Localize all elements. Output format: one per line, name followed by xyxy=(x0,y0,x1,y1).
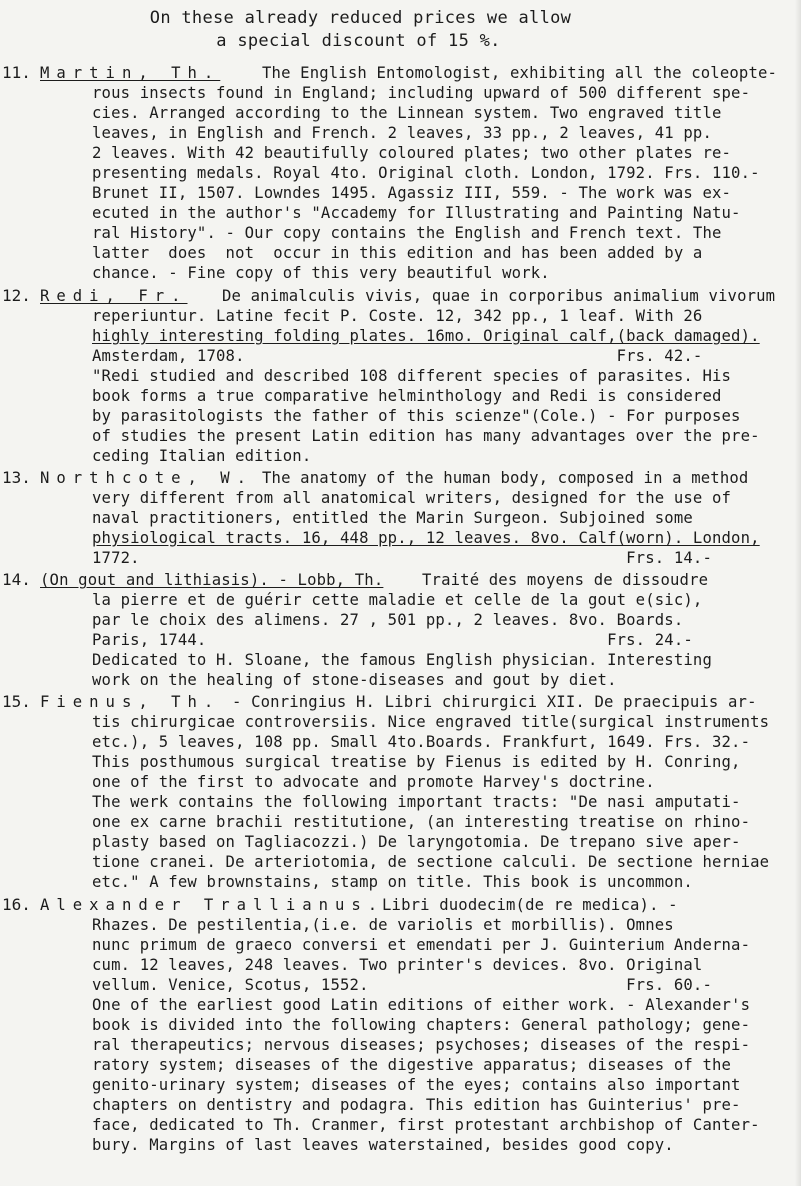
entry-line: chapters on dentistry and podagra. This edition has Guinterius' pre- xyxy=(92,1096,741,1114)
entry-line: ratory system; diseases of the digestive apparatus; diseases of the xyxy=(92,1056,732,1074)
entry-line: book forms a true comparative helminthology and Redi is considered xyxy=(92,387,722,405)
entry-line: par le choix des alimens. 27 , 501 pp., 2 leaves. 8vo. Boards. xyxy=(92,611,684,629)
entry-line: by parasitologists the father of this scienze"(Cole.) - For purposes xyxy=(92,407,741,425)
entry-line: Traité des moyens de dissoudre xyxy=(422,571,709,589)
entry-line: etc." A few brownstains, stamp on title. This book is uncommon. xyxy=(92,873,693,891)
entry-line: This posthumous surgical treatise by Fienus is edited by H. Conring, xyxy=(92,753,741,771)
entry-line: tione cranei. De arteriotomia, de sectione calculi. De sectione herniae xyxy=(92,853,770,871)
page-edge-shadow xyxy=(795,0,801,1186)
entry-line: De animalculis vivis, quae in corporibus animalium vivorum xyxy=(222,287,776,305)
entry-line: ral History". - Our copy contains the English and French text. The xyxy=(92,224,722,242)
entry-line: 1772. Frs. 14.- xyxy=(92,549,712,567)
entry-line: genito-urinary system; diseases of the eyes; contains also important xyxy=(92,1076,741,1094)
entry-line: leaves, in English and French. 2 leaves, 33 pp., 2 leaves, 41 pp. xyxy=(92,124,712,142)
entry-line: etc.), 5 leaves, 108 pp. Small 4to.Boards. Frankfurt, 1649. Frs. 32.- xyxy=(92,733,751,751)
entry-line: chance. - Fine copy of this very beautiful work. xyxy=(92,264,550,282)
entry-line: "Redi studied and described 108 different species of parasites. His xyxy=(92,367,732,385)
entry-line: ecuted in the author's "Accademy for Illustrating and Painting Natu- xyxy=(92,204,741,222)
entry-author: Martin, Th. xyxy=(40,64,221,82)
entry-line: presenting medals. Royal 4to. Original cloth. London, 1792. Frs. 110.- xyxy=(92,164,760,182)
entry-line: Paris, 1744. Frs. 24.- xyxy=(92,631,693,649)
entry-line: One of the earliest good Latin editions of either work. - Alexander's xyxy=(92,996,751,1014)
entry-line: cies. Arranged according to the Linnean system. Two engraved title xyxy=(92,104,722,122)
entry-line: ceding Italian edition. xyxy=(92,447,312,465)
entry-line: Dedicated to H. Sloane, the famous English physician. Interesting xyxy=(92,651,712,669)
entry-line: physiological tracts. 16, 448 pp., 12 leaves. 8vo. Calf(worn). London, xyxy=(92,529,760,547)
entry-line: work on the healing of stone-diseases and gout by diet. xyxy=(92,671,617,689)
entry-line: Amsterdam, 1708. Frs. 42.- xyxy=(92,347,703,365)
entry-line: vellum. Venice, Scotus, 1552. Frs. 60.- xyxy=(92,976,712,994)
entry-line: very different from all anatomical writers, designed for the use of xyxy=(92,489,732,507)
entry-author: Alexander Trallianus. xyxy=(40,896,385,914)
entry-line: one of the first to advocate and promote Harvey's doctrine. xyxy=(92,773,655,791)
entry-line: The werk contains the following important tracts: "De nasi amputati- xyxy=(92,793,741,811)
entry-line: bury. Margins of last leaves waterstained, besides good copy. xyxy=(92,1136,674,1154)
entry-number: 16. xyxy=(2,895,31,914)
entry-line: Brunet II, 1507. Lowndes 1495. Agassiz III, 559. - The work was ex- xyxy=(92,184,732,202)
entry-line: ral therapeutics; nervous diseases; psychoses; diseases of the respi- xyxy=(92,1036,751,1054)
entry-number: 15. xyxy=(2,692,31,711)
entry-line: plasty based on Tagliacozzi.) De laryngotomia. De trepano sive aper- xyxy=(92,833,741,851)
entry-line: naval practitioners, entitled the Marin Surgeon. Subjoined some xyxy=(92,509,693,527)
entry-line: reperiuntur. Latine fecit P. Coste. 12, 342 pp., 1 leaf. With 26 xyxy=(92,307,703,325)
entry-author: Fienus, Th. xyxy=(40,693,221,711)
entry-line: The anatomy of the human body, composed in a method xyxy=(262,469,749,487)
entry-line: one ex carne brachii restitutione, (an interesting treatise on rhino- xyxy=(92,813,751,831)
entry-number: 14. xyxy=(2,570,31,589)
entry-line: la pierre et de guérir cette maladie et celle de la gout e(sic), xyxy=(92,591,703,609)
entry-line: 2 leaves. With 42 beautifully coloured plates; two other plates re- xyxy=(92,144,732,162)
entry-line: nunc primum de graeco conversi et emendati per J. Guinterium Anderna- xyxy=(92,936,751,954)
entry-number: 11. xyxy=(2,63,31,82)
discount-notice-line-1: On these already reduced prices we allow xyxy=(149,8,572,28)
entry-line: tis chirurgicae controversiis. Nice engraved title(surgical instruments xyxy=(92,713,770,731)
entry-number: 12. xyxy=(2,286,31,305)
discount-notice-line-2: a special discount of 15 %. xyxy=(216,31,501,51)
entry-line: face, dedicated to Th. Cranmer, first protestant archbishop of Canter- xyxy=(92,1116,760,1134)
entry-author: (On gout and lithiasis). - Lobb, Th. xyxy=(40,571,384,589)
entry-author: Northcote, W. xyxy=(40,469,254,487)
entry-line: Libri duodecim(de re medica). - xyxy=(382,896,678,914)
entry-line: The English Entomologist, exhibiting all the coleopte- xyxy=(262,64,778,82)
entry-line: Rhazes. De pestilentia,(i.e. de variolis et morbillis). Omnes xyxy=(92,916,674,934)
entry-line: latter does not occur in this edition and has been added by a xyxy=(92,244,703,262)
entry-line: rous insects found in England; including upward of 500 different spe- xyxy=(92,84,751,102)
entry-line: highly interesting folding plates. 16mo. Original calf,(back damaged). xyxy=(92,327,760,345)
entry-line: cum. 12 leaves, 248 leaves. Two printer's devices. 8vo. Original xyxy=(92,956,703,974)
entry-number: 13. xyxy=(2,468,31,487)
entry-line: - Conringius H. Libri chirurgici XII. De praecipuis ar- xyxy=(232,693,757,711)
entry-author: Redi, Fr. xyxy=(40,287,188,305)
entry-line: book is divided into the following chapters: General pathology; gene- xyxy=(92,1016,751,1034)
entry-line: of studies the present Latin edition has many advantages over the pre- xyxy=(92,427,760,445)
